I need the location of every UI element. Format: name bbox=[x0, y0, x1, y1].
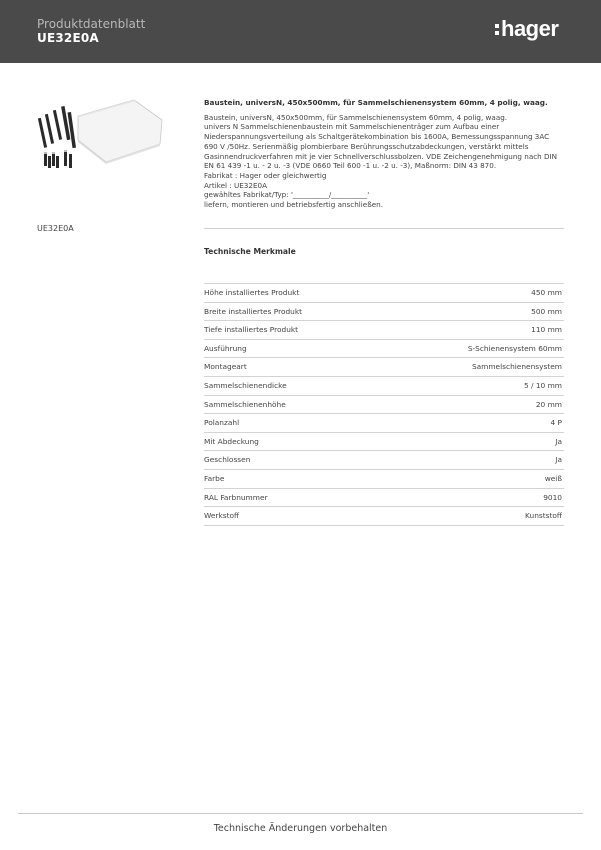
table-row bbox=[204, 376, 564, 395]
spec-label: Ausführung bbox=[204, 343, 247, 353]
spec-value: Sammelschienensystem bbox=[471, 362, 562, 372]
spec-label: Breite installiertes Produkt bbox=[204, 306, 303, 316]
spec-value: 5 / 10 mm bbox=[523, 380, 562, 390]
description-line: Fabrikat : Hager oder gleichwertig bbox=[204, 170, 327, 180]
spec-label: Geschlossen bbox=[204, 455, 251, 465]
hager-logo bbox=[495, 18, 567, 42]
spec-value: 4 P bbox=[550, 418, 562, 428]
spec-label: Montageart bbox=[204, 362, 247, 372]
spec-value: S-Schienensystem 60mm bbox=[467, 343, 562, 353]
table-row bbox=[204, 413, 564, 432]
header-bar bbox=[0, 0, 601, 63]
spec-label: Tiefe installiertes Produkt bbox=[204, 325, 299, 335]
section-divider bbox=[204, 228, 564, 229]
busbar-module-product-image bbox=[36, 96, 164, 180]
spec-label: RAL Farbnummer bbox=[204, 492, 268, 502]
spec-value: 450 mm bbox=[531, 288, 562, 297]
spec-value: 110 mm bbox=[531, 325, 562, 335]
description-line: 690 V /50Hz. Serienmäßig plombierbare Berührungsschutzabdeckungen, verstärkt mittels bbox=[204, 141, 529, 151]
description-line: liefern, montieren und betriebsfertig anschließen. bbox=[204, 200, 383, 210]
product-code-label: UE32E0A bbox=[37, 224, 74, 233]
table-row bbox=[204, 302, 564, 321]
description-line: EN 61 439 -1 u. - 2 u. -3 (VDE 0660 Teil 600 -1 u. -2 u. -3), Maßnorm: DIN 43 870. bbox=[204, 161, 497, 171]
table-row bbox=[204, 488, 564, 507]
table-row bbox=[204, 506, 564, 526]
description-line: Gasinnendruckverfahren mit je vier Schnellverschlussbolzen. VDE Zeichengenehmigung nach DIN bbox=[204, 151, 558, 161]
logo-wordmark: hager bbox=[501, 16, 559, 41]
description-line: Baustein, universN, 450x500mm, für Sammelschienensystem 60mm, 4 polig, waag. bbox=[204, 112, 508, 122]
product-description bbox=[204, 98, 566, 210]
description-line: gewähltes Fabrikat/Typ: '__________/__________' bbox=[204, 190, 370, 200]
spec-value: Ja bbox=[555, 455, 562, 465]
description-line: Artikel : UE32E0A bbox=[204, 180, 267, 190]
specs-table bbox=[204, 283, 564, 526]
spec-label: Farbe bbox=[204, 473, 225, 483]
description-line: Niederspannungsverteilung als Schaltgerätekombination bis 1600A, Bemessungsspannung 3AC bbox=[204, 132, 550, 142]
spec-value: Kunststoff bbox=[525, 511, 562, 521]
table-row bbox=[204, 320, 564, 339]
table-row bbox=[204, 469, 564, 488]
spec-label: Mit Abdeckung bbox=[204, 436, 259, 446]
table-row bbox=[204, 283, 564, 302]
description-line: univers N Sammelschienenbaustein mit Sammelschienenträger zum Aufbau einer bbox=[204, 122, 500, 132]
spec-label: Höhe installiertes Produkt bbox=[204, 288, 300, 297]
spec-value: weiß bbox=[544, 473, 562, 483]
spec-value: 20 mm bbox=[535, 399, 562, 409]
specs-title: Technische Merkmale bbox=[204, 247, 296, 256]
spec-value: 9010 bbox=[543, 492, 562, 502]
table-row bbox=[204, 395, 564, 414]
table-row bbox=[204, 432, 564, 451]
description-title: Baustein, universN, 450x500mm, für Sammelschienensystem 60mm, 4 polig, waag. bbox=[204, 98, 548, 107]
spec-label: Werkstoff bbox=[204, 511, 240, 521]
spec-value: Ja bbox=[555, 436, 562, 446]
spec-value: 500 mm bbox=[531, 306, 562, 316]
product-code-heading: UE32E0A bbox=[37, 31, 99, 45]
footer-note: Technische Änderungen vorbehalten bbox=[213, 823, 388, 834]
document-type-label: Produktdatenblatt bbox=[37, 17, 146, 31]
spec-label: Sammelschienenhöhe bbox=[204, 399, 286, 409]
spec-label: Sammelschienendicke bbox=[204, 380, 287, 390]
logo-dots-icon bbox=[495, 24, 499, 38]
spec-label: Polanzahl bbox=[204, 418, 240, 428]
table-row bbox=[204, 357, 564, 376]
table-row bbox=[204, 450, 564, 469]
footer-divider bbox=[18, 813, 583, 814]
table-row bbox=[204, 339, 564, 358]
